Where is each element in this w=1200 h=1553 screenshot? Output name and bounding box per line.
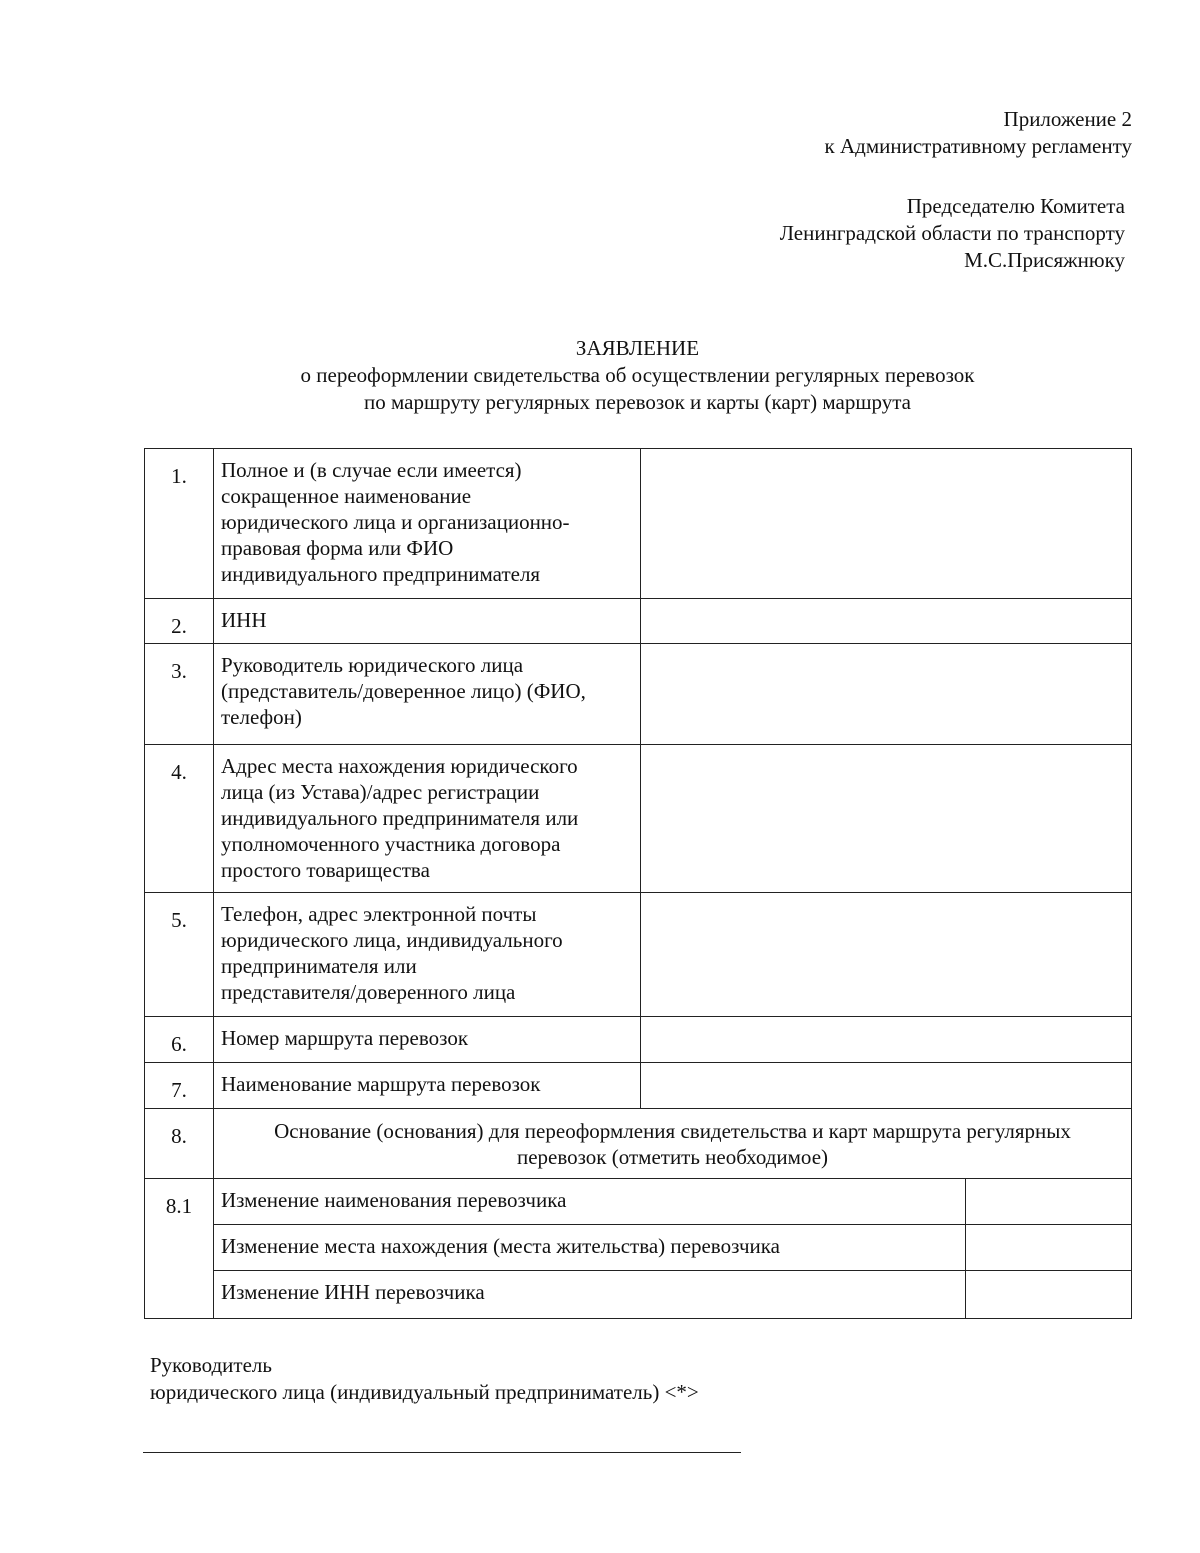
title-main: ЗАЯВЛЕНИЕ [575, 336, 700, 360]
title-line-2: по маршруту регулярных перевозок и карты (карт) маршрута [364, 390, 911, 414]
label-line: индивидуального предпринимателя или [221, 806, 579, 830]
form-row-5 [145, 893, 1132, 1017]
row-label [214, 449, 641, 599]
label-line: (представитель/доверенное лицо) (ФИО, [221, 679, 586, 703]
label-line: представителя/доверенного лица [221, 980, 516, 1004]
label-line: Телефон, адрес электронной почты [221, 902, 537, 926]
option-checkbox-name-change[interactable] [966, 1179, 1132, 1225]
label-line: индивидуального предпринимателя [221, 562, 541, 586]
application-form-table [144, 448, 1132, 1319]
label-line: Полное и (в случае если имеется) [221, 458, 522, 482]
title-line-1: о переоформлении свидетельства об осуществлении регулярных перевозок [300, 363, 975, 387]
option-checkbox-address-change[interactable] [966, 1225, 1132, 1271]
signature-line-2: юридического лица (индивидуальный предприниматель) <*> [150, 1380, 699, 1404]
label-line: ИНН [221, 608, 267, 632]
row-label [214, 644, 641, 745]
form-row-4 [145, 745, 1132, 893]
row-number: 7. [145, 1063, 214, 1109]
grounds-heading-line-2: перевозок (отметить необходимое) [516, 1145, 829, 1169]
value-cell-route-name[interactable] [641, 1063, 1132, 1109]
form-row-8-1-option-2 [145, 1225, 1132, 1271]
value-cell-route-number[interactable] [641, 1017, 1132, 1063]
appendix-line-2: к Административному регламенту [824, 134, 1132, 158]
value-cell-head[interactable] [641, 644, 1132, 745]
label-line: правовая форма или ФИО [221, 536, 454, 560]
form-row-8-1-option-3 [145, 1271, 1132, 1319]
label-line: лица (из Устава)/адрес регистрации [221, 780, 540, 804]
form-row-3 [145, 644, 1132, 745]
addressee-line-2: Ленинградской области по транспорту [779, 221, 1125, 245]
row-number: 4. [145, 745, 214, 893]
label-line: юридического лица, индивидуального [221, 928, 563, 952]
appendix-line-1: Приложение 2 [1003, 107, 1132, 131]
row-number: 5. [145, 893, 214, 1017]
form-row-2 [145, 599, 1132, 644]
row-number: 1. [145, 449, 214, 599]
label-line: сокращенное наименование [221, 484, 472, 508]
signature-line-1: Руководитель [150, 1353, 272, 1377]
row-number: 8.1 [145, 1179, 214, 1319]
form-row-1 [145, 449, 1132, 599]
row-number: 8. [145, 1109, 214, 1179]
document-title [0, 335, 1200, 416]
label-line: Наименование маршрута перевозок [221, 1072, 541, 1096]
row-number: 3. [145, 644, 214, 745]
row-label [214, 893, 641, 1017]
grounds-heading-line-1: Основание (основания) для переоформления свидетельства и карт маршрута регулярных [274, 1119, 1071, 1143]
value-cell-contacts[interactable] [641, 893, 1132, 1017]
appendix-note [825, 106, 1132, 160]
value-cell-inn[interactable] [641, 599, 1132, 644]
addressee-line-3: М.С.Присяжнюку [964, 248, 1125, 272]
value-cell-legal-name[interactable] [641, 449, 1132, 599]
form-row-6 [145, 1017, 1132, 1063]
form-row-8 [145, 1109, 1132, 1179]
form-row-8-1-option-1 [145, 1179, 1132, 1225]
row-label [214, 1017, 641, 1063]
value-cell-address[interactable] [641, 745, 1132, 893]
addressee-line-1: Председателю Комитета [906, 194, 1125, 218]
row-number: 6. [145, 1017, 214, 1063]
row-label [214, 599, 641, 644]
row-label [214, 745, 641, 893]
label-line: простого товарищества [221, 858, 430, 882]
label-line: Адрес места нахождения юридического [221, 754, 578, 778]
label-line: юридического лица и организационно- [221, 510, 570, 534]
label-line: уполномоченного участника договора [221, 832, 561, 856]
label-line: Номер маршрута перевозок [221, 1026, 469, 1050]
label-line: предпринимателя или [221, 954, 417, 978]
option-label: Изменение ИНН перевозчика [214, 1271, 966, 1319]
option-label: Изменение наименования перевозчика [214, 1179, 966, 1225]
label-line: телефон) [221, 705, 302, 729]
option-label: Изменение места нахождения (места жительства) перевозчика [214, 1225, 966, 1271]
addressee-block [780, 193, 1125, 274]
row-number: 2. [145, 599, 214, 644]
signature-block [150, 1352, 699, 1406]
grounds-heading [214, 1109, 1132, 1179]
form-row-7 [145, 1063, 1132, 1109]
signature-underline[interactable] [143, 1452, 741, 1453]
label-line: Руководитель юридического лица [221, 653, 524, 677]
row-label [214, 1063, 641, 1109]
option-checkbox-inn-change[interactable] [966, 1271, 1132, 1319]
